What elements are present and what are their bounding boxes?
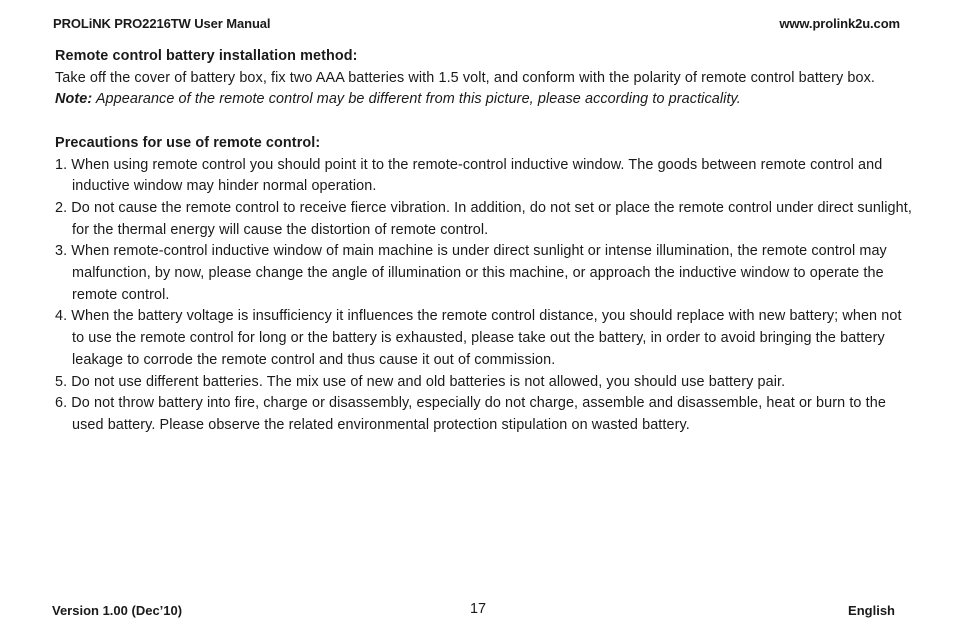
note [55, 89, 915, 111]
footer-language: English [848, 603, 895, 618]
battery-install-text: Take off the cover of battery box, fix two AAA batteries with 1.5 volt, and conform with the polarity of remote control battery box. [55, 69, 876, 86]
list-item: 3. When remote-control inductive window of main machine is under direct sunlight or intense illumination, the remote control may malfunction, by now, please change the angle of illumination or this machine, or approach the inductive window to operate the remote control. [55, 243, 887, 303]
footer-version: Version 1.00 (Dec’10) [52, 603, 183, 618]
list-item: 2. Do not cause the remote control to receive fierce vibration. In addition, do not set or place the remote control under direct sunlight, for the thermal energy will cause the distortion of remote control. [55, 199, 912, 238]
header-url: www.prolink2u.com [779, 16, 900, 31]
spacer [55, 111, 915, 133]
battery-install-heading: Remote control battery installation method: [55, 48, 358, 64]
page-number: 17 [470, 601, 487, 617]
list-item: 6. Do not throw battery into fire, charge or disassembly, especially do not charge, assemble and disassemble, heat or burn to the used battery. Please observe the related environmental protection stipulation on wasted battery. [55, 395, 886, 433]
list-item: 5. Do not use different batteries. The mix use of new and old batteries is not allowed, you should use battery pair. [55, 373, 786, 390]
precautions-heading: Precautions for use of remote control: [55, 134, 321, 151]
page-content [55, 46, 915, 437]
list-item: 4. When the battery voltage is insufficiency it influences the remote control distance, you should replace with new battery; when not to use the remote control for long or the battery is exhausted, please take out the battery, in order to avoid bringing the battery leakage to corrode the remote control and thus cause it out of commission. [55, 308, 902, 368]
precautions-list [55, 155, 915, 437]
note-label: Note: [55, 91, 93, 108]
note-text: Appearance of the remote control may be different from this picture, please according to practicality. [92, 91, 741, 108]
header-title: PROLiNK PRO2216TW User Manual [53, 16, 271, 31]
list-item: 1. When using remote control you should point it to the remote-control inductive window. The goods between remote control and inductive window may hinder normal operation. [55, 156, 883, 195]
